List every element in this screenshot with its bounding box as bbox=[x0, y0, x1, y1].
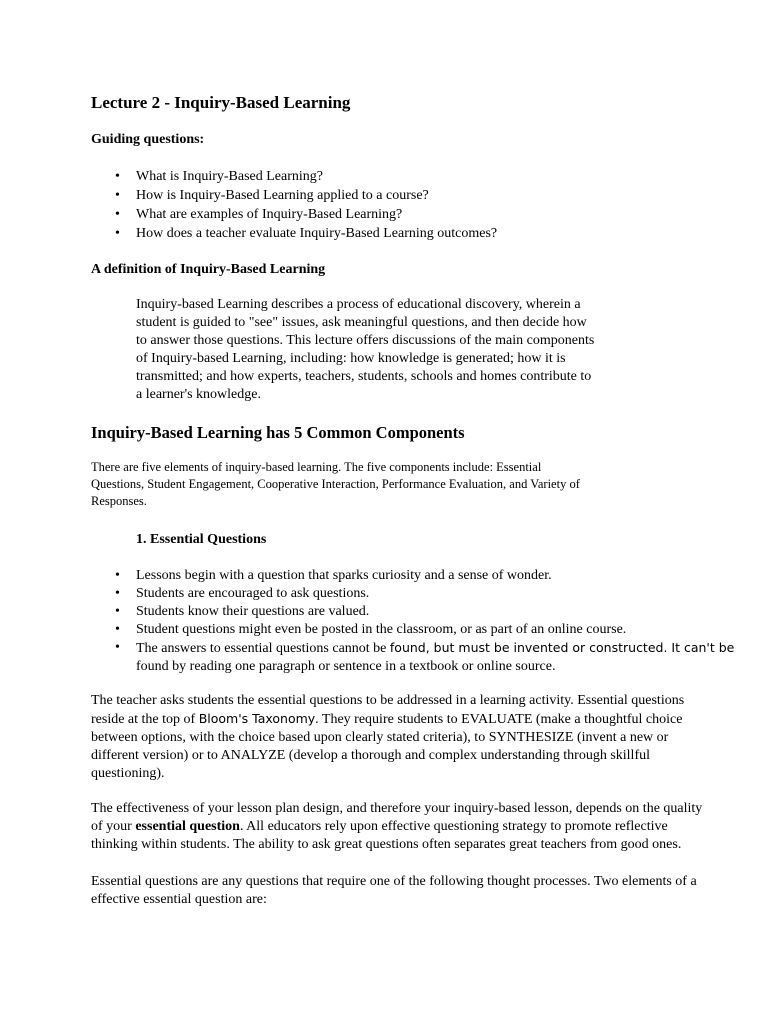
bullet-text: The answers to essential questions cannot be bbox=[136, 641, 390, 656]
list-item: • What are examples of Inquiry-Based Learning? bbox=[115, 206, 497, 224]
lecture-title: Lecture 2 - Inquiry-Based Learning bbox=[91, 93, 351, 112]
essential-questions-heading: 1. Essential Questions bbox=[136, 532, 267, 547]
paragraph-line: thinking within students. The ability to ask great questions often separates great teachers from good ones. bbox=[91, 837, 682, 852]
intro-line: Responses. bbox=[91, 494, 147, 508]
blooms-taxonomy-text: Bloom's Taxonomy bbox=[198, 711, 316, 726]
definition-block bbox=[136, 296, 594, 404]
paragraph-line: Essential questions are any questions that require one of the following thought processes. Two elements of a bbox=[91, 874, 697, 889]
bullet-text: found by reading one paragraph or sentence in a textbook or online source. bbox=[136, 659, 556, 674]
paragraph-line bbox=[91, 818, 702, 836]
list-item: • What is Inquiry-Based Learning? bbox=[115, 168, 497, 186]
paragraph-line: The effectiveness of your lesson plan design, and therefore your inquiry-based lesson, depends on the quality bbox=[91, 801, 703, 816]
list-item: • How does a teacher evaluate Inquiry-Based Learning outcomes? bbox=[115, 225, 497, 243]
paragraph-line: The teacher asks students the essential questions to be addressed in a learning activity. Essential questions bbox=[91, 693, 685, 708]
essential-questions-list bbox=[115, 567, 734, 676]
list-item: • Lessons begin with a question that sparks curiosity and a sense of wonder. bbox=[115, 567, 734, 585]
definition-line: a learner's knowledge. bbox=[136, 387, 261, 402]
paragraph-line: between options, with the choice based upon clearly stated criteria), to SYNTHESIZE (invent a new or bbox=[91, 730, 669, 745]
intro-line: Questions, Student Engagement, Cooperative Interaction, Performance Evaluation, and Variety of bbox=[91, 477, 580, 491]
definition-line: transmitted; and how experts, teachers, students, schools and homes contribute to bbox=[136, 369, 592, 384]
paragraph-line: questioning). bbox=[91, 766, 165, 781]
paragraph-text: of your bbox=[91, 819, 136, 834]
guiding-questions-list bbox=[115, 168, 497, 243]
list-item: • How is Inquiry-Based Learning applied to a course? bbox=[115, 187, 497, 205]
guiding-questions-heading: Guiding questions: bbox=[91, 132, 205, 147]
paragraph-effectiveness bbox=[91, 800, 702, 854]
paragraph-line bbox=[91, 710, 684, 729]
list-item: • Students know their questions are valued. bbox=[115, 603, 734, 621]
list-item: • Students are encouraged to ask questions. bbox=[115, 585, 734, 603]
paragraph-line: different version) or to ANALYZE (develop a thorough and complex understanding through skillful bbox=[91, 748, 650, 763]
essential-question-bold: essential question bbox=[135, 819, 240, 834]
bullet-text-alt-font: found, but must be invented or constructed. It can't be bbox=[389, 640, 735, 655]
definition-line: of Inquiry-based Learning, including: how knowledge is generated; how it is bbox=[136, 351, 566, 366]
paragraph-essential-questions bbox=[91, 692, 684, 783]
definition-line: to answer those questions. This lecture offers discussions of the main components bbox=[136, 333, 595, 348]
paragraph-text: reside at the top of bbox=[91, 712, 199, 727]
definition-line: student is guided to "see" issues, ask meaningful questions, and then decide how bbox=[136, 315, 587, 330]
paragraph-line: effective essential question are: bbox=[91, 892, 267, 907]
list-item: • Student questions might even be posted in the classroom, or as part of an online course. bbox=[115, 621, 734, 639]
definition-heading: A definition of Inquiry-Based Learning bbox=[91, 262, 326, 277]
paragraph-text: . All educators rely upon effective questioning strategy to promote reflective bbox=[239, 819, 668, 834]
components-heading: Inquiry-Based Learning has 5 Common Components bbox=[91, 423, 465, 442]
definition-line: Inquiry-based Learning describes a process of educational discovery, wherein a bbox=[136, 297, 581, 312]
paragraph-thought-processes bbox=[91, 873, 697, 909]
components-intro bbox=[91, 459, 580, 510]
intro-line: There are five elements of inquiry-based learning. The five components include: Essential bbox=[91, 460, 542, 474]
paragraph-text: . They require students to EVALUATE (make a thoughtful choice bbox=[315, 712, 683, 727]
list-item bbox=[115, 639, 734, 676]
